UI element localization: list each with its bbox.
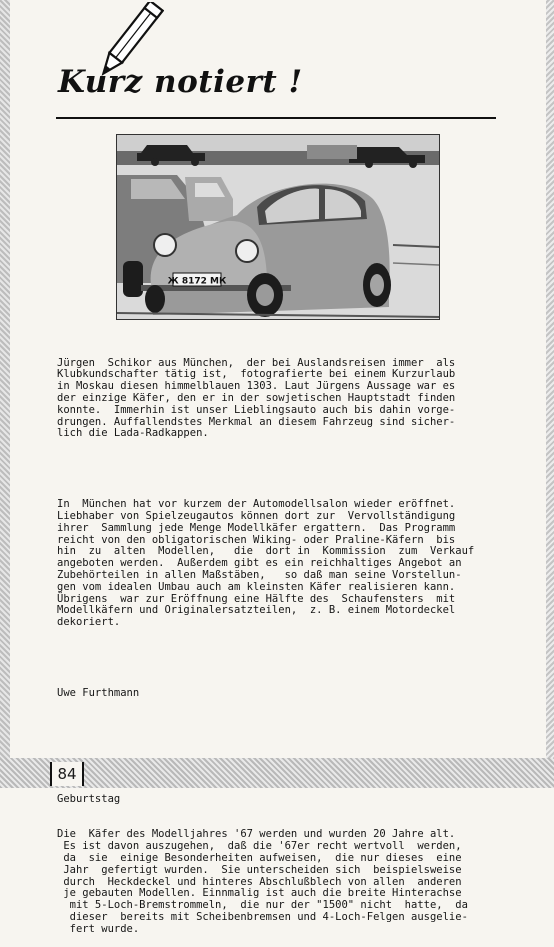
text-line: In München hat vor kurzem der Automodellsalon wieder eröffnet. (57, 498, 456, 511)
text-line: da sie einige Besonderheiten aufweisen, die nur dieses eine (57, 852, 462, 865)
page-edge-pattern-left (0, 0, 10, 788)
text-line: reicht von den obligatorischen Wiking- oder Praline-Käfern bis (57, 533, 456, 546)
text-line: Liebhaber von Spielzeugautos können dort zur Vervollständigung (57, 509, 456, 522)
license-plate: Ж 8172 МК (167, 276, 227, 287)
text-line: konnte. Immerhin ist unser Lieblingsauto auch bis dahin vorge- (57, 403, 456, 416)
article-author: Uwe Furthmann (57, 686, 140, 699)
text-line: dieser bereits mit Scheibenbremsen und 4-Loch-Felgen ausgelie- (57, 911, 468, 924)
text-line: mit 5-Loch-Bremstrommeln, die nur der "1500" nicht hatte, da (57, 899, 468, 912)
text-line: Übrigens war zur Eröffnung eine Hälfte des Schaufensters mit (57, 592, 456, 605)
text-line: Jürgen Schikor aus München, der bei Auslandsreisen immer als (57, 356, 456, 369)
text-line: Es ist davon auszugehen, daß die '67er recht wertvoll werden, (57, 840, 462, 853)
text-line: Jahr gefertigt wurden. Sie unterscheiden sich beispielsweise (57, 863, 462, 876)
vw-beetle-photo (116, 134, 440, 320)
title-underline (56, 117, 496, 119)
section-title: Geburtstag (57, 793, 121, 806)
article-paragraph (57, 499, 503, 629)
text-line: lich die Lada-Radkappen. (57, 427, 209, 440)
article-paragraph (57, 829, 503, 935)
text-line: durch Heckdeckel und hinteres Abschlußblech von allen anderen (57, 875, 462, 888)
text-line: angeboten werden. Außerdem gibt es ein reichhaltiges Angebot an (57, 557, 462, 570)
text-line: Modellkäfern und Originalersatzteilen, z. B. einem Motordeckel (57, 604, 456, 617)
text-line: Die Käfer des Modelljahres '67 werden und wurden 20 Jahre alt. (57, 828, 456, 841)
article-body (57, 334, 503, 947)
text-line: der einzige Käfer, den er in der sowjetischen Hauptstadt finden (57, 391, 456, 404)
text-line: dekoriert. (57, 616, 121, 629)
text-line: je gebauten Modellen. Einnmalig ist auch die breite Hinterachse (57, 887, 462, 900)
page-edge-pattern-right (546, 0, 554, 788)
text-line: fert wurde. (57, 922, 140, 935)
text-line: Zubehörteilen in allen Maßstäben, so daß man seine Vorstellun- (57, 568, 462, 581)
text-line: in Moskau diesen himmelblauen 1303. Laut Jürgens Aussage war es (57, 380, 456, 393)
page-number: 84 (50, 762, 84, 786)
page-title: Kurz notiert ! (58, 64, 303, 100)
article-paragraph (57, 358, 503, 441)
text-line: hin zu alten Modellen, die dort in Kommission zum Verkauf (57, 545, 475, 558)
text-line: drungen. Auffallendstes Merkmal an diesem Fahrzeug sind sicher- (57, 415, 456, 428)
text-line: gen vom idealen Umbau auch am kleinsten Käfer realisieren kann. (57, 580, 456, 593)
text-line: ihrer Sammlung jede Menge Modellkäfer ergattern. Das Programm (57, 521, 456, 534)
text-line: Klubkundschafter tätig ist, fotografierte bei einem Kurzurlaub (57, 368, 456, 381)
